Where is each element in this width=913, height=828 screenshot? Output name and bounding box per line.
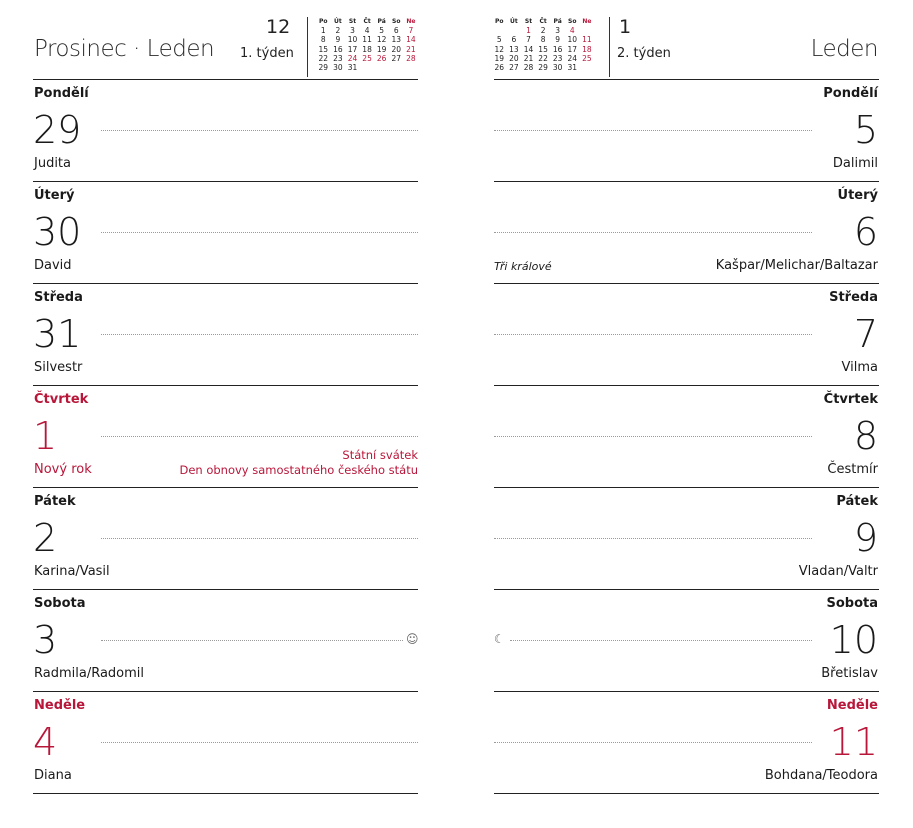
note-line[interactable] — [494, 232, 812, 233]
day-number: 9 — [853, 516, 878, 560]
name-day: Nový rok — [34, 462, 92, 477]
name-day: Břetislav — [821, 666, 878, 681]
divider — [494, 283, 879, 284]
name-day: Vladan/Valtr — [798, 564, 878, 579]
minical-day: 10 — [347, 35, 358, 45]
note-line[interactable] — [101, 742, 418, 743]
minical-day: 8 — [540, 35, 546, 45]
minical-day — [507, 26, 522, 35]
day-name: Pátek — [836, 494, 878, 509]
holiday-type: Státní svátek — [342, 448, 418, 462]
day-number: 8 — [853, 414, 878, 458]
day-number: 2 — [33, 516, 58, 560]
minical-day: 13 — [509, 44, 519, 54]
note-line[interactable] — [494, 538, 812, 539]
minical-day: 23 — [552, 53, 563, 63]
note-line[interactable] — [494, 334, 812, 335]
minical-day — [360, 63, 375, 72]
minical-day — [389, 63, 404, 72]
minical-day: 29 — [318, 63, 329, 73]
minical-day: 23 — [333, 53, 343, 63]
minical-day: 25 — [582, 53, 592, 63]
minical-day: 21 — [523, 53, 534, 63]
name-day: David — [34, 258, 72, 273]
minical-day: 3 — [350, 26, 355, 36]
minical-day: 27 — [509, 63, 519, 73]
week-number: 1 — [619, 16, 632, 38]
day-name: Čtvrtek — [823, 392, 878, 407]
divider — [33, 691, 418, 692]
note-line[interactable] — [101, 334, 418, 335]
minical-day: 12 — [376, 35, 387, 45]
minical-day: 29 — [538, 63, 548, 73]
mini-calendar — [492, 17, 594, 72]
minical-day: 6 — [511, 35, 517, 45]
day-name: Úterý — [837, 188, 878, 203]
minical-day: 8 — [320, 35, 326, 45]
minical-day: 5 — [379, 26, 385, 36]
day-name: Sobota — [826, 596, 878, 611]
divider — [33, 793, 418, 794]
minical-day: 1 — [320, 26, 326, 36]
divider — [494, 79, 879, 80]
divider — [33, 385, 418, 386]
minical-day: 11 — [362, 35, 372, 45]
minical-day — [404, 63, 419, 72]
minical-header: Út — [510, 18, 518, 25]
day-number: 31 — [33, 312, 82, 356]
name-day: Judita — [34, 156, 72, 171]
minical-day: 9 — [555, 35, 561, 45]
minical-day: 11 — [582, 35, 592, 45]
minical-day: 2 — [540, 26, 546, 36]
minical-day: 1 — [526, 26, 531, 36]
minical-header: So — [392, 18, 401, 25]
name-day: Bohdana/Teodora — [764, 768, 878, 783]
divider — [33, 181, 418, 182]
minical-day: 21 — [406, 44, 416, 54]
divider — [33, 487, 418, 488]
minical-day — [492, 26, 507, 35]
minical-day: 30 — [333, 63, 343, 73]
minical-day: 7 — [526, 35, 531, 45]
minical-day — [374, 63, 389, 72]
page-title: Prosinec · Leden — [34, 36, 215, 62]
divider — [494, 181, 879, 182]
minical-day: 31 — [567, 63, 578, 73]
name-day: Silvestr — [34, 360, 83, 375]
minical-day: 4 — [569, 26, 575, 36]
day-number: 4 — [33, 720, 58, 764]
minical-day: 4 — [364, 26, 370, 36]
day-number: 11 — [829, 720, 878, 764]
day-number: 5 — [853, 108, 878, 152]
minical-day: 20 — [509, 53, 519, 63]
week-number: 12 — [266, 16, 291, 38]
minical-day: 9 — [335, 35, 341, 45]
minical-day: 22 — [538, 53, 548, 63]
day-number: 3 — [33, 618, 58, 662]
minical-day: 15 — [318, 44, 329, 54]
minical-day: 15 — [538, 44, 548, 54]
minical-day: 19 — [494, 53, 505, 63]
minical-header: St — [524, 18, 533, 25]
minical-day: 17 — [567, 44, 578, 54]
week-label: 1. týden — [240, 46, 294, 61]
minical-day: 30 — [552, 63, 563, 73]
day-name: Středa — [829, 290, 878, 305]
minical-header: St — [348, 18, 357, 25]
day-name: Pondělí — [34, 86, 89, 101]
minical-day: 28 — [523, 63, 534, 73]
divider — [494, 589, 879, 590]
minical-header: Út — [334, 18, 342, 25]
week-label: 2. týden — [617, 46, 671, 61]
name-day: Karina/Vasil — [34, 564, 110, 579]
minical-day: 7 — [408, 26, 414, 36]
note-line[interactable] — [101, 640, 403, 641]
divider — [33, 79, 418, 80]
minical-day: 5 — [496, 35, 502, 45]
minical-header: Pá — [377, 18, 386, 25]
minical-header: Po — [319, 18, 328, 25]
minical-day: 14 — [523, 44, 534, 54]
note-line[interactable] — [510, 640, 812, 641]
divider — [494, 793, 879, 794]
minical-day: 24 — [347, 53, 358, 63]
divider — [494, 487, 879, 488]
name-day: Kašpar/Melichar/Baltazar — [715, 258, 878, 273]
name-day: Dalimil — [832, 156, 878, 171]
minical-day: 20 — [391, 44, 402, 54]
note-line[interactable] — [101, 130, 418, 131]
day-name: Neděle — [34, 698, 86, 713]
minical-day: 14 — [406, 35, 416, 45]
minical-header: Čt — [363, 18, 371, 25]
note-line[interactable] — [101, 436, 418, 437]
day-number: 1 — [33, 414, 58, 458]
minical-day: 28 — [406, 53, 416, 63]
minical-day: 6 — [393, 26, 399, 36]
minical-day: 25 — [362, 53, 372, 63]
minical-day: 17 — [347, 44, 358, 54]
left-page — [0, 0, 440, 828]
note-line[interactable] — [101, 538, 418, 539]
divider — [494, 691, 879, 692]
name-day: Radmila/Radomil — [34, 666, 145, 681]
day-name: Neděle — [826, 698, 878, 713]
minical-day: 3 — [555, 26, 561, 36]
minical-day: 26 — [494, 63, 505, 73]
name-day: Čestmír — [827, 462, 878, 477]
minical-day — [580, 63, 595, 72]
minical-day: 18 — [582, 44, 592, 54]
minical-day: 31 — [347, 63, 358, 73]
minical-day: 26 — [376, 53, 387, 63]
name-day: Vilma — [841, 360, 878, 375]
minical-day: 19 — [376, 44, 387, 54]
day-name: Pondělí — [823, 86, 878, 101]
minical-header: Po — [495, 18, 504, 25]
name-day: Diana — [34, 768, 72, 783]
note-line[interactable] — [494, 436, 812, 437]
holiday-note — [179, 448, 418, 478]
minical-day: 13 — [391, 35, 402, 45]
minical-header: Pá — [553, 18, 562, 25]
minical-day: 16 — [552, 44, 563, 54]
day-number: 6 — [853, 210, 878, 254]
header-divider — [307, 17, 308, 77]
day-number: 30 — [33, 210, 82, 254]
day-name: Úterý — [34, 188, 75, 203]
minical-day: 10 — [567, 35, 578, 45]
day-number: 10 — [829, 618, 878, 662]
moon-phase-icon: ☾ — [494, 632, 505, 646]
day-number: 29 — [33, 108, 82, 152]
minical-header: So — [568, 18, 577, 25]
day-name: Středa — [34, 290, 83, 305]
holiday-name: Den obnovy samostatného českého státu — [179, 463, 418, 477]
note-line[interactable] — [494, 742, 812, 743]
event-note: Tři králové — [494, 260, 552, 273]
header-divider — [609, 17, 610, 77]
minical-day: 16 — [333, 44, 343, 54]
minical-day: 22 — [318, 53, 329, 63]
day-name: Sobota — [34, 596, 86, 611]
divider — [33, 283, 418, 284]
day-name: Čtvrtek — [34, 392, 89, 407]
minical-header: Ne — [582, 18, 592, 25]
day-number: 7 — [853, 312, 878, 356]
note-line[interactable] — [494, 130, 812, 131]
minical-day: 18 — [362, 44, 372, 54]
divider — [494, 385, 879, 386]
minical-day — [580, 26, 595, 35]
mini-calendar — [316, 17, 418, 72]
minical-day: 27 — [391, 53, 402, 63]
minical-header: Ne — [406, 18, 416, 25]
day-name: Pátek — [34, 494, 76, 509]
page-title: Leden — [810, 36, 878, 62]
minical-day: 24 — [567, 53, 578, 63]
right-page — [470, 0, 913, 828]
minical-header: Čt — [539, 18, 547, 25]
note-line[interactable] — [101, 232, 418, 233]
moon-phase-icon: ☺ — [406, 632, 419, 646]
minical-day: 12 — [494, 44, 505, 54]
minical-day: 2 — [335, 26, 341, 36]
divider — [33, 589, 418, 590]
